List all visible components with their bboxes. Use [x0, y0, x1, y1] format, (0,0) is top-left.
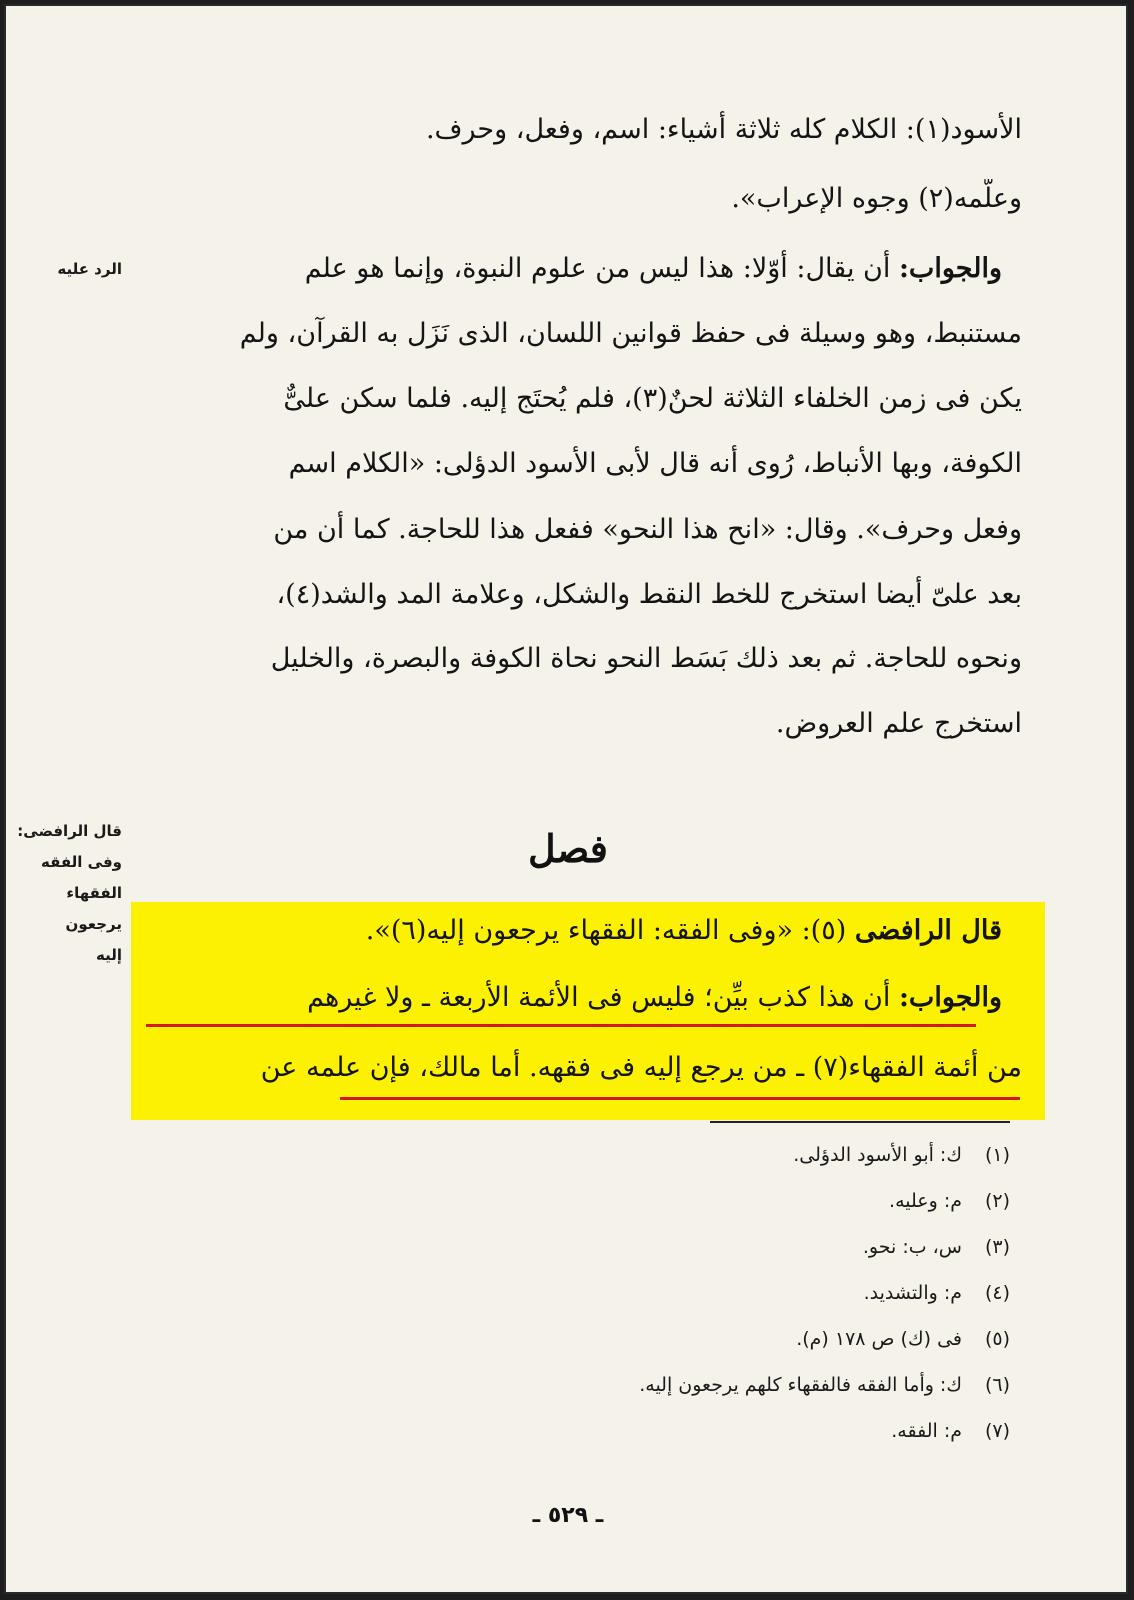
body-line: الكوفة، وبها الأنباط، رُوى أنه قال لأبى الأسود الدؤلى: «الكلام اسم — [288, 448, 1022, 479]
footnote — [310, 1132, 1010, 1178]
footnote-number: (٧) — [984, 1420, 1010, 1442]
footnote-number: (٥) — [984, 1328, 1010, 1350]
footnote — [310, 1224, 1010, 1270]
margin-note-reply: الرد عليه — [57, 260, 122, 278]
footnote-text: م: والتشديد. — [863, 1282, 962, 1304]
footnote-text: ك: أبو الأسود الدؤلى. — [793, 1144, 962, 1166]
footnote-text: م: وعليه. — [889, 1190, 962, 1212]
section-line-text: أن هذا كذب بيِّن؛ فليس فى الأئمة الأربعة ـ ولا غيرهم — [307, 982, 891, 1013]
margin-note-line: الفقهاء يرجعون — [65, 884, 122, 933]
section-text — [154, 6, 1022, 1116]
section-title-text: فصل — [528, 826, 608, 871]
answer-label: والجواب: — [898, 253, 1002, 284]
footnote — [310, 1178, 1010, 1224]
red-underline — [340, 1097, 1020, 1100]
margin-note-line: قال الرافضى: — [17, 822, 122, 840]
footnote-text: س، ب: نحو. — [862, 1236, 962, 1258]
footnote-number: (٤) — [984, 1282, 1010, 1304]
body-line: بعد علىّ أيضا استخرج للخط النقط والشكل، وعلامة المد والشد(٤)، — [276, 579, 1022, 610]
body-line: ونحوه للحاجة. ثم بعد ذلك بَسَط النحو نحاة الكوفة والبصرة، والخليل — [270, 643, 1022, 674]
section-line: من أئمة الفقهاء(٧) ـ من يرجع إليه فى فقهه. أما مالك، فإن علمه عن — [260, 1052, 1022, 1083]
footnote-text: م: الفقه. — [891, 1420, 962, 1442]
body-line: وفعل وحرف». وقال: «انح هذا النحو» ففعل هذا للحاجة. كما أن من — [273, 514, 1022, 545]
body-line: استخرج علم العروض. — [775, 708, 1022, 739]
body-line: الأسود(١): الكلام كله ثلاثة أشياء: اسم، وفعل، وحرف. — [425, 114, 1022, 145]
margin-note-line: وفى الفقه — [40, 853, 122, 871]
body-line: مستنبط، وهو وسيلة فى حفظ قوانين اللسان، الذى نَزَل به القرآن، ولم — [239, 318, 1022, 349]
footnote-number: (١) — [984, 1144, 1010, 1166]
footnote-rule — [710, 1121, 1010, 1123]
body-line: يكن فى زمن الخلفاء الثلاثة لحنٌ(٣)، فلم يُحتَج إليه. فلما سكن علىٌّ — [283, 383, 1022, 414]
footnote-number: (٦) — [984, 1374, 1010, 1396]
footnote-number: (٣) — [984, 1236, 1010, 1258]
footnote-text: ك: وأما الفقه فالفقهاء كلهم يرجعون إليه. — [639, 1374, 962, 1396]
speaker-label: قال الرافضى — [854, 915, 1002, 946]
footnote — [310, 1362, 1010, 1408]
section-line-text: (٥): «وفى الفقه: الفقهاء يرجعون إليه(٦)». — [365, 915, 847, 946]
red-underline — [146, 1024, 976, 1027]
margin-note-line: إليه — [96, 946, 122, 964]
book-page — [4, 4, 1128, 1594]
section-line — [154, 978, 1002, 1018]
answer-label: والجواب: — [898, 982, 1002, 1013]
footnote — [310, 1408, 1010, 1454]
footnotes — [310, 1132, 1010, 1454]
footnote-text: فى (ك) ص ١٧٨ (م). — [796, 1328, 962, 1350]
footnote — [310, 1270, 1010, 1316]
body-line-text: أن يقال: أوّلا: هذا ليس من علوم النبوة، وإنما هو علم — [304, 253, 891, 284]
section-line — [154, 911, 1002, 951]
page-number: ـ ٥٢٩ ـ — [532, 1503, 604, 1528]
footnote — [310, 1316, 1010, 1362]
footnote-number: (٢) — [984, 1190, 1010, 1212]
body-line: وعلّمه(٢) وجوه الإعراب». — [731, 183, 1022, 214]
